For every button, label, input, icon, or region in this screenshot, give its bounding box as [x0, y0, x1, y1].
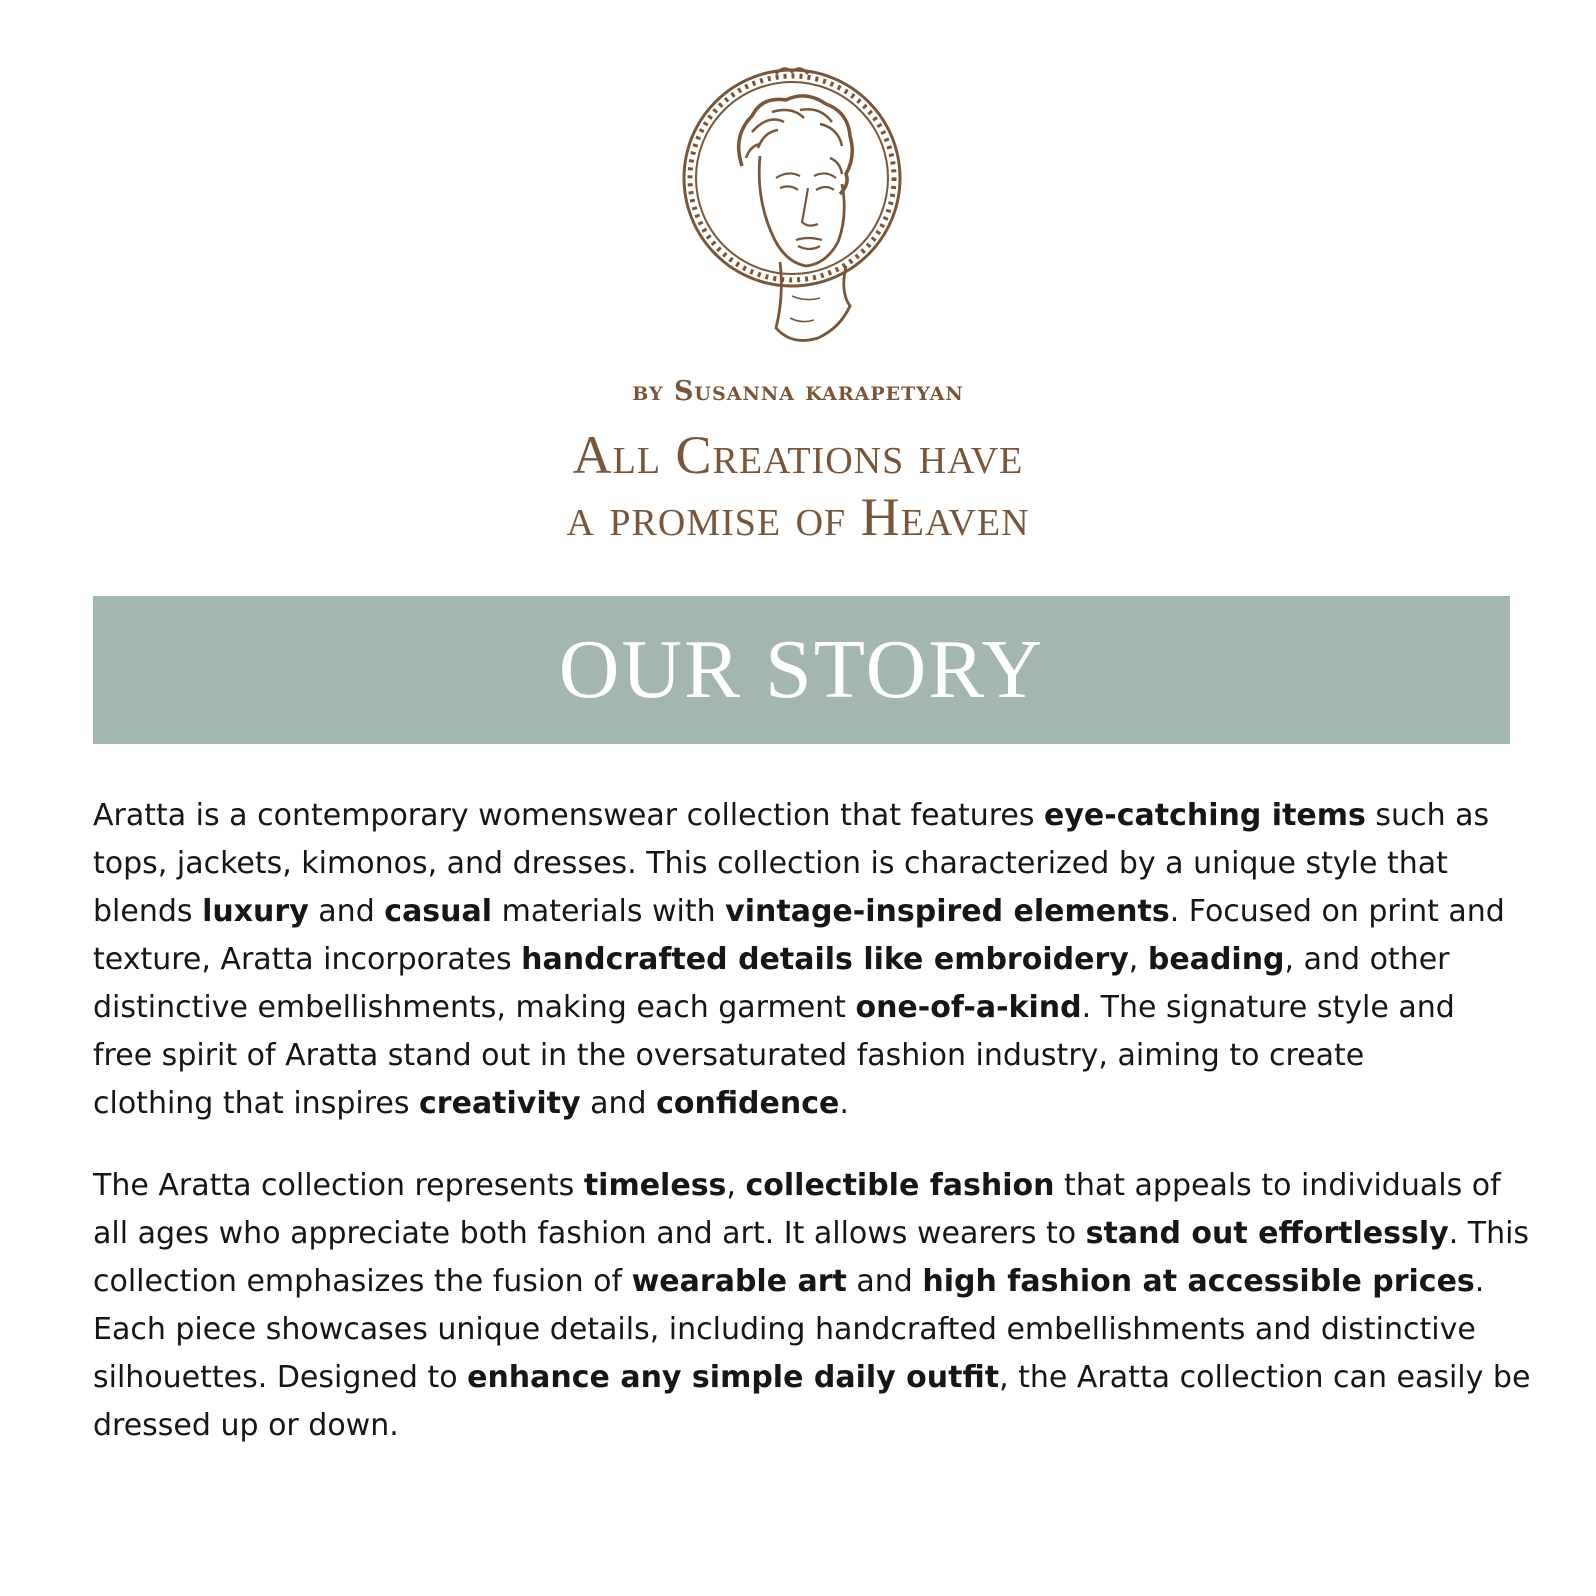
paragraph-line [93, 1306, 1533, 1354]
brand-logo [680, 66, 920, 356]
story-paragraph [93, 792, 1533, 1128]
body-text-run: and [580, 1086, 657, 1121]
body-text-run: all ages who appreciate both fashion and art. It allows wearers to [93, 1216, 1086, 1251]
body-text-run: . [839, 1086, 849, 1121]
tagline-line-2: a promise of Heaven [566, 487, 1030, 547]
brand-tagline [0, 424, 1596, 548]
body-text-run: and [846, 1264, 923, 1299]
emphasis-text: stand out effortlessly [1085, 1216, 1449, 1251]
body-text-run: collection emphasizes the fusion of [93, 1264, 632, 1299]
emphasis-text: vintage-inspired elements [725, 894, 1170, 929]
body-text-run: . This [1448, 1216, 1530, 1251]
body-text-run: materials with [492, 894, 726, 929]
paragraph-line [93, 1032, 1533, 1080]
emphasis-text: creativity [419, 1086, 581, 1121]
paragraph-line [93, 936, 1533, 984]
body-text-run: . The signature style and [1081, 990, 1455, 1025]
emphasis-text: handcrafted details like embroidery [521, 942, 1129, 977]
body-text-run: dressed up or down. [93, 1408, 399, 1443]
body-text-run: . Focused on print and [1169, 894, 1505, 929]
paragraph-line [93, 1354, 1533, 1402]
portrait-medallion-icon [680, 66, 920, 356]
emphasis-text: wearable art [631, 1264, 847, 1299]
story-body [93, 792, 1533, 1484]
paragraph-line [93, 1210, 1533, 1258]
emphasis-text: confidence [656, 1086, 840, 1121]
body-text-run: , the Aratta collection can easily be [999, 1360, 1531, 1395]
emphasis-text: collectible fashion [745, 1168, 1055, 1203]
body-text-run: that appeals to individuals of [1054, 1168, 1501, 1203]
paragraph-line [93, 1162, 1533, 1210]
body-text-run: free spirit of Aratta stand out in the oversaturated fashion industry, aiming to create [93, 1038, 1365, 1073]
body-text-run: such as [1365, 798, 1490, 833]
paragraph-line [93, 792, 1533, 840]
body-text-run: tops, jackets, kimonos, and dresses. This collection is characterized by a unique style that [93, 846, 1448, 881]
paragraph-line [93, 888, 1533, 936]
brand-byline: by Susanna karapetyan [632, 376, 964, 407]
body-text-run: . [1474, 1264, 1485, 1299]
body-text-run: , and other [1284, 942, 1450, 977]
body-text-run: blends [93, 894, 203, 929]
body-text-run: Each piece showcases unique details, including handcrafted embellishments and distinctive [93, 1312, 1476, 1347]
emphasis-text: enhance any simple daily outfit [467, 1360, 1000, 1395]
body-text-run: Aratta is a contemporary womenswear collection that features [93, 798, 1045, 833]
body-text-run: texture, Aratta incorporates [93, 942, 522, 977]
paragraph-line [93, 1402, 1533, 1450]
emphasis-text: one-of-a-kind [855, 990, 1082, 1025]
body-text-run: clothing that inspires [93, 1086, 420, 1121]
body-text-run: and [308, 894, 385, 929]
section-title: OUR STORY [558, 623, 1045, 716]
body-text-run: , [1128, 942, 1148, 977]
paragraph-line [93, 1080, 1533, 1128]
paragraph-line [93, 984, 1533, 1032]
emphasis-text: timeless [583, 1168, 727, 1203]
section-banner [93, 596, 1510, 744]
emphasis-text: high fashion at accessible prices [922, 1264, 1475, 1299]
emphasis-text: eye-catching items [1044, 798, 1366, 833]
story-paragraph [93, 1162, 1533, 1450]
body-text-run: The Aratta collection represents [93, 1168, 584, 1203]
body-text-run: , [726, 1168, 746, 1203]
emphasis-text: casual [384, 894, 493, 929]
emphasis-text: beading [1147, 942, 1285, 977]
paragraph-line [93, 840, 1533, 888]
paragraph-line [93, 1258, 1533, 1306]
body-text-run: distinctive embellishments, making each garment [93, 990, 856, 1025]
body-text-run: silhouettes. Designed to [93, 1360, 468, 1395]
tagline-line-1: All Creations have [572, 425, 1024, 485]
emphasis-text: luxury [202, 894, 309, 929]
